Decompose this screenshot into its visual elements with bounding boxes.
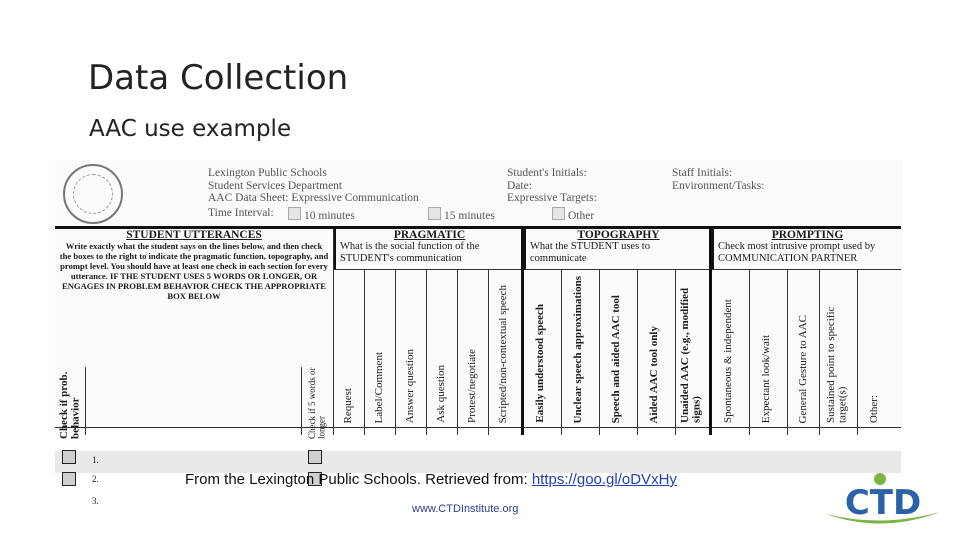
col-label-comment: Label/Comment <box>373 351 386 423</box>
form-header-mid <box>507 167 597 205</box>
slide-subtitle: AAC use example <box>89 116 292 142</box>
col-aided-only: Aided AAC tool only <box>648 325 661 423</box>
slide-title: Data Collection <box>88 58 349 98</box>
behavior-checkbox <box>62 472 76 486</box>
time-option-15: 15 minutes <box>428 207 495 222</box>
checkbox-icon <box>288 207 301 220</box>
col-ask-question: Ask question <box>435 365 448 423</box>
pragmatic-header: PRAGMATIC What is the social function of the STUDENT's communication <box>333 229 523 269</box>
col-expectant-look: Expectant look/wait <box>760 334 773 423</box>
time-interval-label: Time Interval: <box>208 207 274 219</box>
expressive-targets-label: Expressive Targets: <box>507 192 597 204</box>
checkbox-icon <box>428 207 441 220</box>
prompting-header: PROMPTING Check most intrusive prompt used by COMMUNICATION PARTNER <box>711 229 901 269</box>
logo-text: CTD <box>844 483 922 523</box>
source-link[interactable]: https://goo.gl/oDVxHy <box>531 471 677 488</box>
row-number: 1. <box>92 455 99 465</box>
time-option-other: Other <box>552 207 594 222</box>
col-general-gesture: General Gesture to AAC <box>797 314 810 423</box>
five-words-checkbox <box>308 450 322 464</box>
ctd-logo <box>822 470 944 528</box>
topography-header: TOPOGRAPHY What the STUDENT uses to communicate <box>523 229 711 269</box>
time-option-10: 10 minutes <box>288 207 355 222</box>
form-header-left <box>208 167 419 205</box>
date-label: Date: <box>507 179 532 192</box>
row-number: 3. <box>92 496 99 506</box>
footer-url[interactable]: www.CTDInstitute.org <box>412 503 519 515</box>
student-utterances-header: STUDENT UTTERANCES Write exactly what the student says on the lines below, and then check the boxes to the right to indicate the pragmatic function, topography, and prompt level. You should have at least one check in each section for every utterance. IF THE STUDENT USES 5 WORDS OR LONGER, OR ENGAGES IN PROBLEM BEHAVIOR CHECK THE APPROPRIATE BOX BELOW <box>59 229 329 301</box>
environment-label: Environment/Tasks: <box>672 179 765 192</box>
district-name: Lexington Public Schools <box>208 167 327 179</box>
col-sustained-point: Sustained point to specific target(s) <box>824 306 848 423</box>
col-answer-question: Answer question <box>404 348 417 423</box>
col-spontaneous: Spontaneous & independent <box>722 298 735 423</box>
source-caption: From the Lexington Public Schools. Retrieved from: https://goo.gl/oDVxHy <box>185 471 677 488</box>
col-request: Request <box>342 387 355 423</box>
checkbox-icon <box>552 207 565 220</box>
school-seal-icon <box>63 164 123 224</box>
col-behavior: Check if prob. behavior <box>57 371 81 439</box>
col-unaided-aac: Unaided AAC (e.g., modified signs) <box>678 287 702 423</box>
col-protest-negotiate: Protest/negotiate <box>466 349 479 423</box>
department-name: Student Services Department <box>208 179 343 192</box>
row-number: 2. <box>92 474 99 484</box>
sheet-name: AAC Data Sheet: Expressive Communication <box>208 192 419 204</box>
col-other: Other: <box>868 394 881 423</box>
col-easily-understood: Easily understood speech <box>534 304 547 423</box>
staff-initials-label: Staff Initials: <box>672 167 733 179</box>
col-scripted-speech: Scripted/non-contextual speech <box>497 284 510 423</box>
col-unclear-speech: Unclear speech approximations <box>572 275 585 423</box>
col-speech-aided: Speech and aided AAC tool <box>610 294 623 423</box>
form-header-right <box>672 167 764 192</box>
student-initials-label: Student's Initials: <box>507 167 587 179</box>
behavior-checkbox <box>62 450 76 464</box>
col-five-words: Check if 5 words or longer <box>306 367 326 439</box>
